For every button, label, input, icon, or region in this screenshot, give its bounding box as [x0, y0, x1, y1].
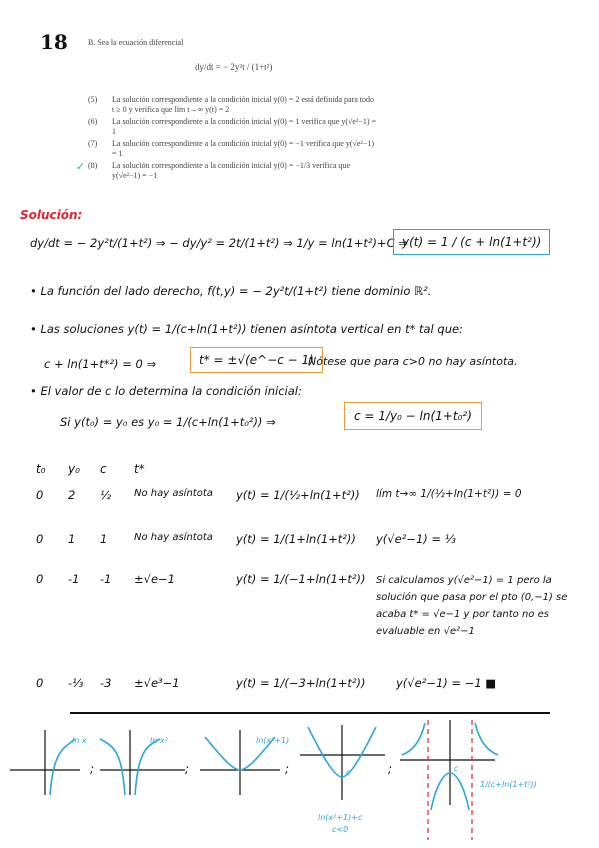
cell-t0: 0 [36, 676, 44, 690]
problem-number: 18 [40, 30, 68, 54]
ln-x-curve [50, 739, 75, 795]
ln-x2-curve-right [135, 739, 160, 795]
bullet-domain: • La función del lado derecho, f(t,y) = − 2y²t/(1+t²) tiene dominio ℝ². [30, 284, 432, 298]
shifted-curve-label: ln(x²+1)+c [318, 813, 363, 822]
asymptote-note: Nótese que para c>0 no hay asíntota. [308, 355, 518, 368]
asymptote-equation: c + ln(1+t*²) = 0 ⇒ [44, 357, 157, 371]
statement-number: (6) [88, 117, 98, 126]
statement-number: (7) [88, 139, 98, 148]
intro-text: B. Sea la ecuación diferencial [88, 38, 184, 47]
sketches [0, 715, 599, 848]
reciprocal-c-label: c [454, 764, 459, 773]
cell-c: 1 [100, 532, 108, 546]
table-row [36, 676, 576, 700]
cell-t0: 0 [36, 488, 44, 502]
cell-formula: y(t) = 1/(1+ln(1+t²)) [236, 532, 356, 546]
sketch-ln-x2 [100, 730, 189, 795]
table-row [36, 488, 576, 512]
asymptote-box: t* = ±√(e^−c − 1) [190, 347, 323, 373]
separator: ; [185, 762, 190, 776]
cell-formula: y(t) = 1/(½+ln(1+t²)) [236, 488, 360, 502]
sketch-ln-x [10, 730, 94, 795]
bullet-initial-condition: • El valor de c lo determina la condición inicial: [30, 384, 302, 398]
statement-text: La solución correspondiente a la condición inicial y(0) = 1 verifica que y(√e²−1) = 1 [112, 117, 377, 136]
statement [88, 139, 378, 159]
statement [76, 160, 378, 181]
equation: dy/dt = − 2y²t / (1+t²) [195, 62, 273, 72]
statements-list [76, 95, 378, 181]
ln-x-label: ln x [72, 736, 87, 745]
header-y0: y₀ [68, 462, 80, 476]
header-tstar: t* [134, 462, 145, 476]
cell-formula: y(t) = 1/(−1+ln(1+t²)) [236, 572, 366, 586]
cell-note: lím t→∞ 1/(½+ln(1+t²)) = 0 [376, 488, 522, 500]
cell-y0: -⅓ [68, 676, 84, 690]
statement [88, 95, 378, 115]
c-formula-box: c = 1/y₀ − ln(1+t₀²) [344, 402, 482, 430]
cell-tstar: No hay asíntota [134, 488, 213, 499]
header-t0: t₀ [36, 462, 46, 476]
cell-tstar: ±√e−1 [134, 572, 175, 586]
table-row [36, 532, 576, 556]
solution-line-1: dy/dt = − 2y²t/(1+t²) ⇒ − dy/y² = 2t/(1+t²) ⇒ 1/y = ln(1+t²)+C ⇒ [30, 236, 408, 250]
statement [88, 117, 378, 137]
cell-note: y(√e²−1) = ⅓ [376, 532, 456, 546]
ln-x2-label: ln x² [150, 736, 168, 745]
cell-t0: 0 [36, 532, 44, 546]
sketch-reciprocal [400, 720, 537, 840]
cell-formula: y(t) = 1/(−3+ln(1+t²)) [236, 676, 366, 690]
general-solution-box: y(t) = 1 / (c + ln(1+t²)) [393, 229, 550, 255]
cell-y0: 2 [68, 488, 76, 502]
statement-text: La solución correspondiente a la condición inicial y(0) = 2 está definida para todo t ≥ 0 y verifica que lím t→∞ y(t) = 2 [112, 95, 374, 114]
statement-text: La solución correspondiente a la condición inicial y(0) = −1 verifica que y(√e²−1) = 1 [112, 139, 375, 158]
c-negative-label: c<0 [332, 825, 349, 834]
sketch-ln-plus-c [300, 725, 392, 834]
cell-y0: 1 [68, 532, 76, 546]
cell-tstar: ±√e³−1 [134, 676, 180, 690]
c-label: c [346, 768, 351, 777]
initial-condition-equation: Si y(t₀) = y₀ es y₀ = 1/(c+ln(1+t₀²)) ⇒ [60, 415, 276, 429]
reciprocal-left [402, 723, 425, 755]
sketch-ln-x2-plus-1 [200, 730, 289, 795]
cell-t0: 0 [36, 572, 44, 586]
ln-x2-curve-left [100, 739, 125, 795]
reciprocal-right [475, 723, 498, 755]
header-c: c [100, 462, 107, 476]
cell-note: Si calculamos y(√e²−1) = 1 pero la solución que pasa por el pto (0,−1) se acaba t* = √e−1 y por tanto no es evaluable en √e²−1 [376, 575, 568, 637]
ln-x2-plus-1-label: ln(x²+1) [256, 736, 290, 745]
cell-y0: -1 [68, 572, 80, 586]
cell-c: -1 [100, 572, 112, 586]
cell-c: ½ [100, 488, 112, 502]
separator: ; [388, 762, 393, 776]
separator: ; [285, 762, 290, 776]
reciprocal-label: 1/(c+ln(1+t²)) [480, 780, 537, 789]
statement-number: (8) [88, 161, 98, 170]
solution-title: Solución: [20, 208, 83, 222]
statement-number: (5) [88, 95, 98, 104]
cell-note: y(√e²−1) = −1 ■ [396, 676, 497, 690]
check-mark-icon: ✓ [76, 160, 86, 173]
cell-tstar: No hay asíntota [134, 532, 213, 543]
table-row [36, 572, 591, 652]
separator: ; [90, 762, 95, 776]
divider [70, 712, 550, 714]
statement-text: La solución correspondiente a la condición inicial y(0) = −1/3 verifica que y(√e²−1) = −1 [112, 161, 351, 180]
cell-c: -3 [100, 676, 112, 690]
bullet-asymptote: • Las soluciones y(t) = 1/(c+ln(1+t²)) tienen asíntota vertical en t* tal que: [30, 322, 463, 336]
